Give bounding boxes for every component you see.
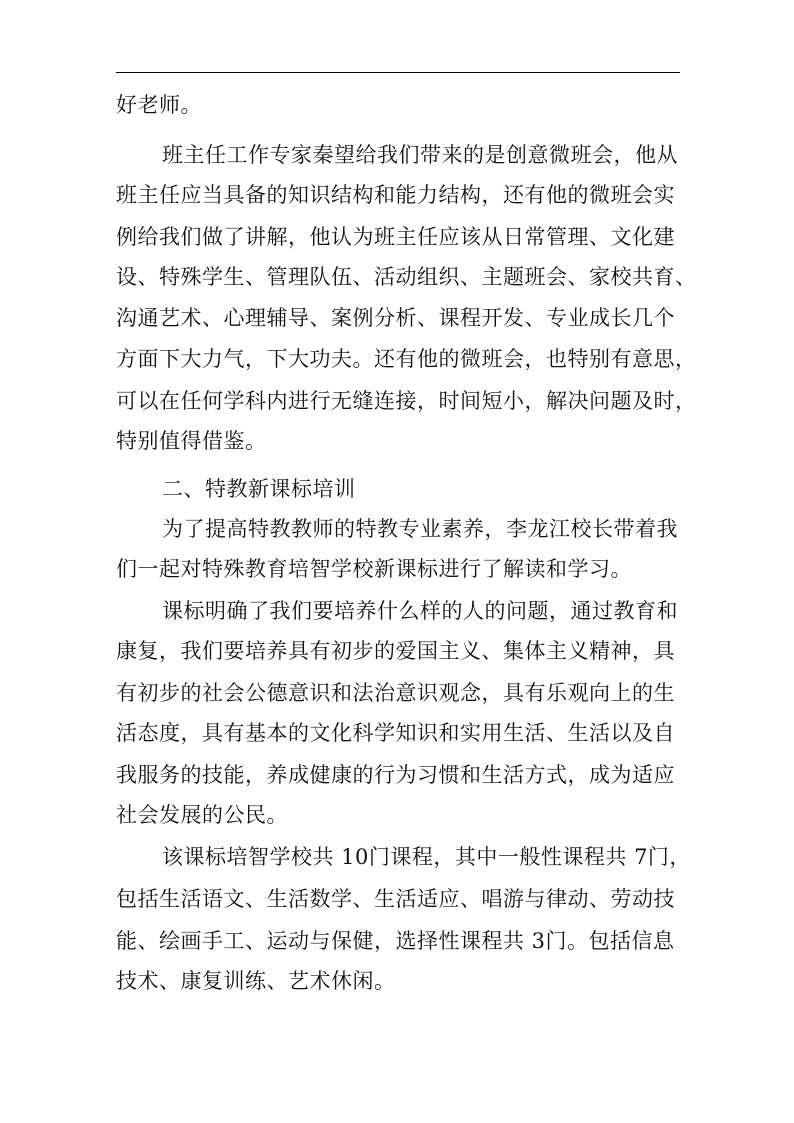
text-line: 能、绘画手工、运动与保健，选择性课程共 3门。包括信息: [116, 929, 675, 953]
text-line: 例给我们做了讲解，他认为班主任应该从日常管理、文化建: [116, 225, 675, 249]
paragraph-line: 课标明确了我们要培养什么样的人的问题，通过教育和: [162, 599, 678, 623]
text-line: 特别值得借鉴。: [116, 429, 267, 453]
text-line: 们一起对特殊教育培智学校新课标进行了解读和学习。: [116, 557, 632, 581]
text-line: 包括生活语文、生活数学、生活适应、唱游与律动、劳动技: [116, 887, 675, 911]
text-line: 康复，我们要培养具有初步的爱国主义、集体主义精神，具: [116, 639, 675, 663]
paragraph-line: 班主任工作专家秦望给我们带来的是创意微班会，他从: [162, 143, 678, 167]
text-line: 我服务的技能，养成健康的行为习惯和生活方式，成为适应: [116, 763, 675, 787]
paragraph-line: 该课标培智学校共 10门课程，其中一般性课程共 7门，: [162, 845, 691, 869]
text-line: 社会发展的公民。: [116, 803, 288, 827]
header-rule: [116, 72, 680, 73]
text-line: 活态度，具有基本的文化科学知识和实用生活、生活以及自: [116, 721, 675, 745]
text-line: 设、特殊学生、管理队伍、活动组织、主题班会、家校共育、: [116, 265, 697, 289]
text-line: 好老师。: [116, 93, 202, 117]
text-line: 有初步的社会公德意识和法治意识观念，具有乐观向上的生: [116, 681, 675, 705]
text-line: 技术、康复训练、艺术休闲。: [116, 969, 396, 993]
section-heading: 二、特教新课标培训: [162, 477, 356, 501]
paragraph-line: 为了提高特教教师的特教专业素养，李龙江校长带着我: [162, 517, 678, 541]
text-line: 沟通艺术、心理辅导、案例分析、课程开发、专业成长几个: [116, 306, 675, 330]
text-line: 班主任应当具备的知识结构和能力结构，还有他的微班会实: [116, 183, 675, 207]
text-line: 可以在任何学科内进行无缝连接，时间短小，解决问题及时，: [116, 389, 697, 413]
text-line: 方面下大力气，下大功夫。还有他的微班会，也特别有意思，: [116, 347, 697, 371]
